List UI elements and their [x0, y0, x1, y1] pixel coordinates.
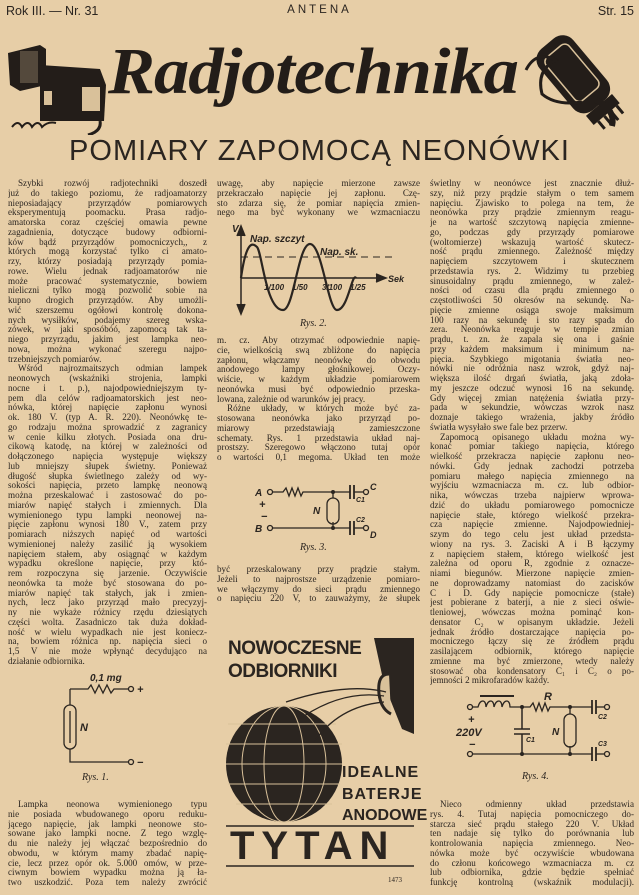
text-line: lub mniejszy słupek świetny. Ponieważ: [8, 461, 207, 471]
text-line: ność w wielu wypadkach nie jest koniecz-: [8, 627, 207, 637]
text-line: trzebniejszych pomiarów.: [8, 354, 102, 364]
text-line: starcza sieć prądu stałego 220 V. Układ: [430, 819, 634, 829]
paragraph: [8, 179, 207, 364]
text-line: być przeskalowany przy prądzie stałym.: [217, 565, 420, 574]
lamp-label: N: [80, 722, 88, 734]
text-line: cza napięcie zmienne. Najodpowiedniej-: [430, 520, 634, 530]
text-line: Lampka neonowa wymienionego typu: [18, 800, 207, 809]
text-line: nówki nie odróżnia nasz wzrok, gdyż naj-: [430, 364, 634, 374]
text-line: nówka, której napięcie zapłonu wynosi: [8, 403, 207, 413]
text-line: ny nie wykaże różnicy rzędu dziesiątych: [8, 608, 207, 617]
text-line: części wolta. Zasadniczo tak duża dokład-: [8, 617, 207, 627]
text-line: zera. Neonówka reaguje w tempie zmian: [430, 325, 634, 335]
radio-set-illustration: [0, 25, 110, 135]
y-axis-label: V: [232, 224, 239, 235]
column-2-middle: [217, 336, 420, 463]
tytan-battery-ad: [224, 634, 428, 870]
text-line: ne doprowadzamy natomiast do zacisków: [430, 578, 634, 588]
text-line: nocne i t. p.), najodpowiedniejszym ty-: [8, 383, 207, 393]
text-line: prądu, t. zn. że zapala się ona i gaśnie: [430, 335, 634, 344]
column-3-bottom: [430, 800, 634, 888]
paragraph: [430, 179, 634, 433]
paragraph: [217, 565, 420, 604]
terminal-b-label: B: [255, 524, 263, 535]
text-line: przedstawia rys. 2. Widzimy tu przebieg: [430, 266, 634, 276]
figure-3-schematic: [255, 478, 385, 538]
lamp-label: N: [313, 506, 321, 517]
text-line: densator C₂ w opisanym układzie. Jeżeli: [430, 617, 634, 627]
text-line: do członu końcowego wzmacniacza m. cz: [430, 858, 634, 868]
ad-brand: TYTAN: [230, 824, 396, 868]
vacuum-tube-illustration: [512, 30, 639, 130]
text-line: neonówka musi być odpowiednio przeska-: [217, 384, 420, 394]
text-line: sokości napięcia, przeto lampkę neonową: [8, 481, 207, 491]
text-line: światła wysyłało swe fale bez przerw.: [430, 422, 568, 432]
text-line: neonówka ta może być stosowana do po-: [8, 578, 207, 588]
text-line: lowana, zależnie od warunków jej pracy.: [217, 394, 366, 404]
text-line: częstotliwości 50 okresów na sekundę. Na-: [430, 296, 634, 305]
text-line: rem rozpoczyna się jarzenie. Oczywiście: [8, 569, 207, 578]
text-line: zależna od oporu R, zgodnie z oznacze-: [430, 559, 634, 569]
paragraph: [217, 179, 420, 218]
column-2-top: [217, 179, 420, 218]
capacitor-c1-label: C1: [356, 497, 365, 504]
capacitor-c2-label: C2: [356, 517, 365, 524]
text-line: Szybki rozwój radjotechniki doszedł: [18, 179, 207, 188]
minus-label: −: [469, 739, 476, 751]
text-line: du nie należy jej włączać bezpośrednio do: [8, 839, 207, 848]
column-1-bottom: [8, 800, 207, 888]
text-line: pięcia. Szybkiego migotania światła neo-: [430, 354, 634, 364]
text-line: sto zdarza się, że pomiar napięcia zmien-: [217, 198, 420, 208]
text-line: Różne układy, w których może być za-: [227, 404, 420, 414]
terminal-c-label: C: [370, 482, 377, 492]
text-line: świetlny w neonówce jest znacznie dłuż-: [430, 179, 634, 188]
text-line: anodowego lampy głośnikowej. Oczy-: [217, 365, 420, 375]
text-line: go rodzaju można sprowadzić z zagranicy: [8, 422, 207, 432]
text-line: amatorska coraz częściej omawia pewne: [8, 218, 207, 227]
plus-label: +: [468, 714, 475, 726]
text-line: pomiarach niższych napięć od wartości: [8, 530, 207, 539]
text-line: cikową katodę, na której w zależności od: [8, 442, 207, 452]
plus-label: +: [259, 499, 266, 511]
text-line: dzić do układu pomiarowego pomocnicze: [430, 500, 634, 510]
text-line: ok. 180 V. (typ A. R. 220). Neonówkę te-: [8, 413, 207, 422]
text-line: rys. 4. Tutaj napięcia pomocniczego do-: [430, 809, 634, 819]
text-line: większa ilość drgań światła, jaką zdoła-: [430, 374, 634, 383]
text-line: stosowana neonówka jako przyrząd po-: [217, 414, 420, 423]
text-line: zówek, w jaki sposóbóó, zapomocą tak ta-: [8, 325, 207, 335]
text-line: miarowy przedstawiają zamieszczone: [217, 423, 420, 433]
terminal-d-label: D: [370, 530, 377, 538]
text-line: działanie odbiornika.: [8, 656, 85, 666]
text-line: już do takiego poziomu, że radjoamatorzy: [8, 188, 207, 198]
text-line: funkcję kontrolną (wskaźnik modulacji).: [430, 878, 634, 887]
text-line: zasilającem odbiornik, którego napięcie: [430, 647, 634, 656]
text-line: Gdy więcej zmian natężenia światła przy-: [430, 393, 634, 403]
text-line: je na wartość szczytową napięcia zmienne-: [430, 218, 634, 227]
text-line: przy każdem maksimum i minimum na-: [430, 344, 634, 354]
text-line: w cenie kilku złotych. Posiada ona dru-: [8, 432, 207, 442]
text-line: pem dla celów radjoamatorskich jest neo-: [8, 393, 207, 403]
text-line: dołączonego napięcia występuje większy: [8, 452, 207, 461]
figure-1-schematic: [40, 669, 160, 769]
plus-label: +: [137, 684, 144, 696]
figure-3-caption: Rys. 3.: [300, 542, 327, 553]
text-line: szy, niż przy prądzie stałym o tem samem: [430, 188, 634, 198]
text-line: niami biegunów. Mierzone napięcie zmien-: [430, 569, 634, 578]
article-title: POMIARY ZAPOMOCĄ NEONÓWKI: [69, 135, 570, 167]
ad-tagline-3: ANODOWE: [342, 807, 428, 824]
ad-number: 1473: [388, 876, 402, 884]
text-line: sowane jako lampki nocne. Z tego wzglę-: [8, 829, 207, 839]
text-line: prostszy. Szeregowo włączono tutaj opór: [217, 443, 420, 453]
text-line: neonowych (wskaźniki strojenia, lampki: [8, 374, 207, 383]
voltage-label: 220V: [456, 727, 482, 739]
text-line: jednak źródło dostarczające napięcia po-: [430, 627, 634, 637]
paragraph: [430, 800, 634, 888]
text-line: ność prądu zmiennego. Zależność między: [430, 247, 634, 257]
text-line: eksperymentują poomacku. Prasa radjo-: [8, 208, 207, 218]
text-line: zmienne ma być zmierzone, wtedy należy: [430, 656, 634, 666]
text-line: zagadnienia, dotyczące budowy odbiorni-: [8, 227, 207, 237]
resistor-label: R: [544, 691, 552, 703]
tick-label: 1/50: [292, 283, 308, 292]
paragraph: [430, 433, 634, 687]
minus-label: −: [261, 511, 268, 523]
figure-4-caption: Rys. 4.: [522, 771, 549, 782]
text-line: Wśród najrozmaitszych odmian lampek: [18, 364, 207, 374]
text-line: napięciem szczytowem i skutecznem: [430, 257, 634, 266]
text-line: schematy. Rys. 1 przedstawia układ naj-: [217, 433, 420, 443]
text-line: nych wysiłków, podajemy szereg wska-: [8, 315, 207, 325]
text-line: tleniowej, wówczas można pominąć kon-: [430, 608, 634, 617]
text-line: ten nadaje się tylko do porównania lub: [430, 829, 634, 839]
text-line: mocniczego łączy się ze źródłem prądu: [430, 637, 634, 647]
figure-4-schematic: [452, 690, 622, 762]
text-line: których mogą korzystać tylko ci amato-: [8, 247, 207, 257]
text-line: two uszkodzić. Poza tem należy zwrócić: [8, 878, 207, 887]
text-line: neonówka przy prądzie zmiennym reagu-: [430, 208, 634, 218]
text-line: stosować oba kondensatory C₁ i C₂ o po-: [430, 666, 634, 676]
text-line: wypadku określone napięcie, przy któ-: [8, 559, 207, 569]
text-line: kontrolowania napięcia zmiennego. Neo-: [430, 839, 634, 848]
text-line: Jeżeli to najprostsze urządzenie pomiaro-: [217, 574, 420, 584]
text-line: nówki. Gdy jednak zachodzi potrzeba: [430, 461, 634, 471]
text-line: wyjściu wzmacniacza m. cz. lub odbior-: [430, 481, 634, 491]
text-line: C i D. Gdy napięcie pomocnicze (stałe): [430, 588, 634, 598]
paragraph: [8, 364, 207, 666]
text-line: lub odbiornika, gdzie będzie spełniać: [430, 868, 634, 878]
text-line: pięcie zmienne osiąga swoje maksimum: [430, 305, 634, 315]
text-line: rzy, którzy posiadają przyrządy pomia-: [8, 257, 207, 266]
text-line: ków bądź przyrządów pomocniczych,, z: [8, 237, 207, 247]
ad-headline-1: NOWOCZESNE: [228, 638, 362, 659]
capacitor-c3-label: C3: [598, 741, 607, 748]
text-line: nieposiadający przyrządów pomiarowych: [8, 198, 207, 208]
text-line: miarów napięć tak stałych, jak i zmien-: [8, 588, 207, 598]
text-line: wić szerszemu ogółowi kontrolę dokona-: [8, 305, 207, 315]
text-line: miarów napięć stałych i zmiennych. Dla: [8, 500, 207, 510]
paragraph: [8, 800, 207, 888]
text-line: szym do tego celu jest układ przedsta-: [430, 530, 634, 539]
issue-number: Rok III. — Nr. 31: [6, 4, 99, 18]
lamp-label: N: [552, 727, 560, 738]
text-line: nych, lecz jako przyrząd mało precyzyj-: [8, 598, 207, 608]
text-line: wymienionej należy zasilić ją wysokiem: [8, 539, 207, 549]
text-line: nie posiada wbudowanego oporu reduku-: [8, 809, 207, 819]
text-line: cie, lecz przez opór ok. 5.000 omów, w prze-: [8, 858, 207, 868]
text-line: 100 razy na sekundę i sto razy spada do: [430, 315, 634, 325]
tick-label: 1/100: [264, 283, 285, 292]
resistor-label: 0,1 mg: [90, 673, 122, 684]
text-line: napięciu. Zjawisko to polega na tem, że: [430, 198, 634, 208]
paragraph: [217, 404, 420, 463]
paragraph: [217, 336, 420, 404]
text-line: jemności 2 mikrofaradów każdy.: [430, 676, 550, 686]
text-line: o wartości 0,1 megoma. Układ ten może: [217, 453, 420, 462]
text-line: można przeskalować i zastosować do po-: [8, 491, 207, 500]
text-line: pięcie zapłonu wynosi 180 V., zatem przy: [8, 520, 207, 530]
magazine-name: ANTENA: [287, 4, 352, 16]
text-line: może pracować systematycznie, bowiem: [8, 276, 207, 286]
ad-tagline-2: BATERJE: [342, 786, 423, 803]
figure-2-caption: Rys. 2.: [300, 318, 327, 329]
text-line: napięciem stałem, aby osiągnąć w każdym: [8, 549, 207, 559]
text-line: m. cz. Aby otrzymać odpowiednie napię-: [217, 336, 420, 345]
text-line: sinusoidalny prądu zmiennego, w zależ-: [430, 276, 634, 286]
text-line: 1,5 V nie może wpłynąć decydująco na: [8, 647, 207, 656]
terminal-a-label: A: [255, 488, 263, 499]
text-line: nowa, można wykonać szeregu najpo-: [8, 344, 207, 354]
text-line: długość słupka świetlnego zależy od wy-: [8, 471, 207, 481]
ad-headline-2: ODBIORNIKI: [228, 661, 337, 682]
text-line: we włączymy do sieci prądu zmiennego: [217, 584, 420, 594]
text-line: na, bowiem różnica np. napięcia sieci o: [8, 637, 207, 647]
text-line: doznaje takiego wrażenia, jakby źródło: [430, 413, 634, 422]
text-line: o napięciu 220 V, to zauważymy, że słupek: [217, 594, 420, 604]
ad-tagline-1: IDEALNE: [342, 764, 420, 781]
text-line: obwodu, w którym mamy zbadać napię-: [8, 848, 207, 858]
text-line: uwagę, aby napięcie mierzone zawsze: [217, 179, 420, 188]
text-line: konać pomiar takiego napięcia, którego: [430, 442, 634, 452]
text-line: pada w sekundzie, wówczas wzrok nasz: [430, 403, 634, 413]
text-line: wymienionego typu lampki neonowej na-: [8, 510, 207, 520]
page-number: Str. 15: [597, 4, 634, 18]
section-logo: Radjotechnika: [108, 35, 518, 108]
rms-voltage-label: Nap. sk.: [320, 247, 359, 258]
figure-2-sine-graph: [232, 222, 412, 318]
figure-1-caption: Rys. 1.: [82, 772, 109, 783]
capacitor-c1-label: C1: [526, 737, 535, 744]
column-3-top: [430, 179, 634, 686]
text-line: niego przyrządu, jakim jest lampka neo-: [8, 335, 207, 344]
capacitor-c2-label: C2: [598, 714, 607, 721]
text-line: nego ma być wykonany we wzmacniaczu: [217, 208, 420, 218]
text-line: nika, wówczas trzeba najpierw wprowa-: [430, 491, 634, 500]
text-line: napięcie stałe, którego wielkość przekra-: [430, 510, 634, 520]
text-line: przekraczało napięcie jej zapłonu. Czę-: [217, 188, 420, 198]
text-line: ciwnym bowiem wypadku można ją ła-: [8, 868, 207, 878]
text-line: Nieco odmienny układ przedstawia: [440, 800, 634, 809]
text-line: cie, wielkością swą zbliżone do napięcia: [217, 345, 420, 355]
text-line: Zapomocą opisanego układu można wy-: [440, 432, 634, 442]
column-2-after-fig3: [217, 565, 420, 604]
tick-label: 3/100: [322, 283, 343, 292]
text-line: kupno drogich przyrządów. Aby umożli-: [8, 296, 207, 305]
text-line: nieliczni tylko mogą pozwolić sobie na: [8, 286, 207, 296]
minus-label: −: [137, 757, 144, 769]
text-line: pomiaru małego napięcia zmiennego na: [430, 471, 634, 481]
text-line: jącego napięcie, jak lampki neonowe sto-: [8, 819, 207, 829]
text-line: zapłonu, włączamy neonówkę do obwodu: [217, 355, 420, 365]
text-line: nówka może być oczywiście wbudowana: [430, 848, 634, 858]
text-line: wiście, w każdym układzie pomiarowem: [217, 375, 420, 384]
text-line: jest pobierane z baterji, a nie z sieci oświe-: [430, 598, 634, 608]
column-1-top: [8, 179, 207, 667]
text-line: ności od czasu dla prądu zmiennego o: [430, 286, 634, 296]
x-axis-label: Sek: [388, 274, 405, 284]
text-line: rowe. Wielu jednak radjoamatorów nie: [8, 266, 207, 276]
text-line: go, podczas gdy przyrządy pomiarowe: [430, 227, 634, 237]
text-line: wielkość przekracza napięcie zapłonu neo-: [430, 452, 634, 461]
text-line: (woltomierze) wskazują wartość skutecz-: [430, 237, 634, 247]
text-line: wiony na rys. 3. Zaciski A i B łączymy: [430, 539, 634, 549]
text-line: z napięciem stałem, którego wielkość jest: [430, 549, 634, 559]
tick-label: 1/25: [350, 283, 366, 292]
peak-voltage-label: Nap. szczyt: [250, 234, 305, 245]
text-line: my jeszcze odczuć wynosi 16 na sekundę.: [430, 383, 634, 393]
